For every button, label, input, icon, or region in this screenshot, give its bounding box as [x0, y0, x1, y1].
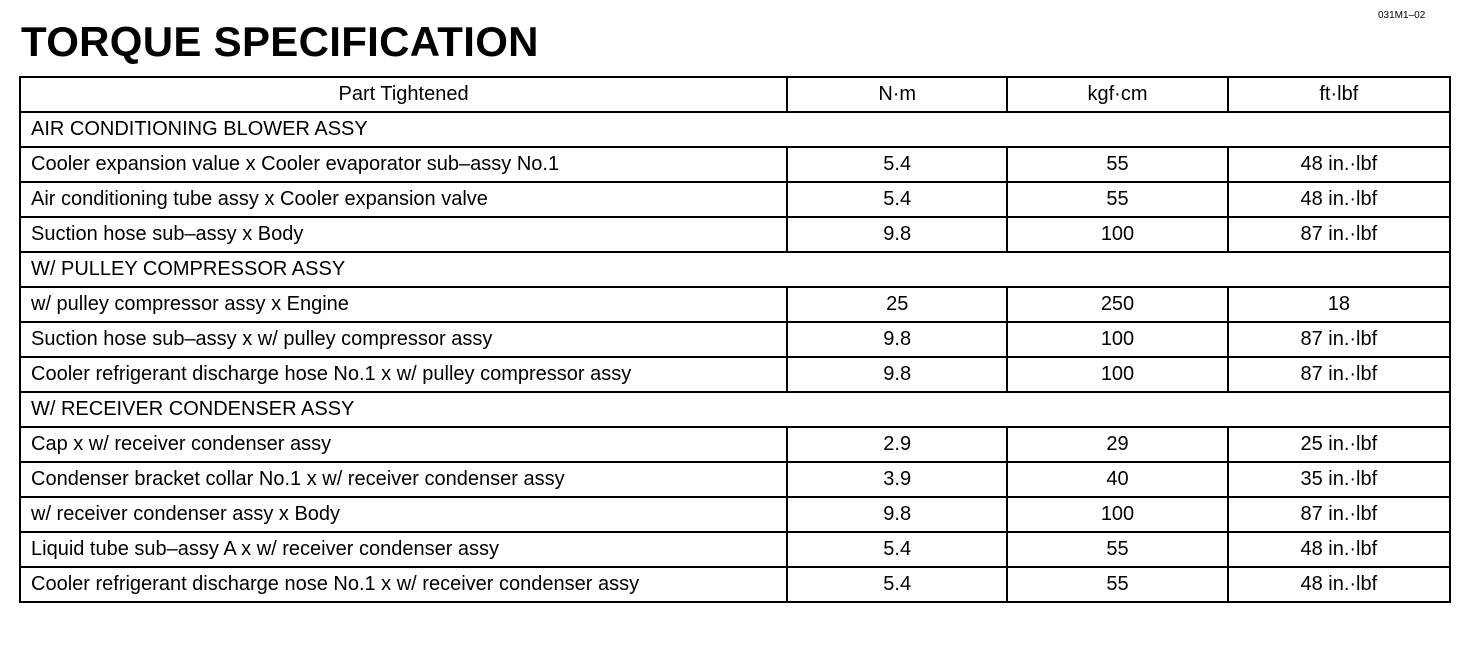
part-cell: Condenser bracket collar No.1 x w/ receiver condenser assy — [20, 462, 787, 497]
table-row — [20, 217, 1450, 252]
ftlbf-cell: 87 in.·lbf — [1228, 497, 1450, 532]
table-row — [20, 182, 1450, 217]
document-code: 031M1–02 — [1378, 10, 1426, 21]
nm-cell: 2.9 — [787, 427, 1007, 462]
header-part-tightened: Part Tightened — [20, 77, 787, 112]
part-cell: Suction hose sub–assy x Body — [20, 217, 787, 252]
part-cell: Liquid tube sub–assy A x w/ receiver condenser assy — [20, 532, 787, 567]
kgfcm-cell: 100 — [1007, 357, 1227, 392]
kgfcm-cell: 55 — [1007, 567, 1227, 602]
ftlbf-cell: 18 — [1228, 287, 1450, 322]
nm-cell: 9.8 — [787, 497, 1007, 532]
part-cell: Cooler refrigerant discharge hose No.1 x w/ pulley compressor assy — [20, 357, 787, 392]
ftlbf-cell: 87 in.·lbf — [1228, 217, 1450, 252]
ftlbf-cell: 48 in.·lbf — [1228, 182, 1450, 217]
part-cell: Air conditioning tube assy x Cooler expansion valve — [20, 182, 787, 217]
ftlbf-cell: 35 in.·lbf — [1228, 462, 1450, 497]
kgfcm-cell: 55 — [1007, 182, 1227, 217]
torque-table — [19, 76, 1451, 603]
table-row — [20, 287, 1450, 322]
kgfcm-cell: 100 — [1007, 217, 1227, 252]
header-kgfcm: kgf·cm — [1007, 77, 1227, 112]
nm-cell: 9.8 — [787, 322, 1007, 357]
table-row — [20, 427, 1450, 462]
section-row — [20, 252, 1450, 287]
part-cell: w/ receiver condenser assy x Body — [20, 497, 787, 532]
ftlbf-cell: 87 in.·lbf — [1228, 322, 1450, 357]
ftlbf-cell: 87 in.·lbf — [1228, 357, 1450, 392]
table-row — [20, 322, 1450, 357]
ftlbf-cell: 25 in.·lbf — [1228, 427, 1450, 462]
kgfcm-cell: 40 — [1007, 462, 1227, 497]
nm-cell: 9.8 — [787, 357, 1007, 392]
header-nm: N·m — [787, 77, 1007, 112]
kgfcm-cell: 29 — [1007, 427, 1227, 462]
kgfcm-cell: 55 — [1007, 147, 1227, 182]
table-row — [20, 497, 1450, 532]
section-title: W/ RECEIVER CONDENSER ASSY — [20, 392, 1450, 427]
section-row — [20, 392, 1450, 427]
ftlbf-cell: 48 in.·lbf — [1228, 567, 1450, 602]
nm-cell: 9.8 — [787, 217, 1007, 252]
section-title: W/ PULLEY COMPRESSOR ASSY — [20, 252, 1450, 287]
table-row — [20, 462, 1450, 497]
nm-cell: 25 — [787, 287, 1007, 322]
header-ftlbf: ft·lbf — [1228, 77, 1450, 112]
kgfcm-cell: 100 — [1007, 497, 1227, 532]
section-row — [20, 112, 1450, 147]
nm-cell: 5.4 — [787, 147, 1007, 182]
nm-cell: 5.4 — [787, 567, 1007, 602]
section-title: AIR CONDITIONING BLOWER ASSY — [20, 112, 1450, 147]
nm-cell: 3.9 — [787, 462, 1007, 497]
ftlbf-cell: 48 in.·lbf — [1228, 147, 1450, 182]
part-cell: Suction hose sub–assy x w/ pulley compressor assy — [20, 322, 787, 357]
nm-cell: 5.4 — [787, 182, 1007, 217]
part-cell: Cooler refrigerant discharge nose No.1 x w/ receiver condenser assy — [20, 567, 787, 602]
part-cell: w/ pulley compressor assy x Engine — [20, 287, 787, 322]
part-cell: Cap x w/ receiver condenser assy — [20, 427, 787, 462]
kgfcm-cell: 55 — [1007, 532, 1227, 567]
table-row — [20, 147, 1450, 182]
table-row — [20, 567, 1450, 602]
kgfcm-cell: 250 — [1007, 287, 1227, 322]
table-row — [20, 532, 1450, 567]
page-title: TORQUE SPECIFICATION — [21, 18, 539, 65]
ftlbf-cell: 48 in.·lbf — [1228, 532, 1450, 567]
table-row — [20, 357, 1450, 392]
kgfcm-cell: 100 — [1007, 322, 1227, 357]
nm-cell: 5.4 — [787, 532, 1007, 567]
header-row — [20, 77, 1450, 112]
part-cell: Cooler expansion value x Cooler evaporator sub–assy No.1 — [20, 147, 787, 182]
